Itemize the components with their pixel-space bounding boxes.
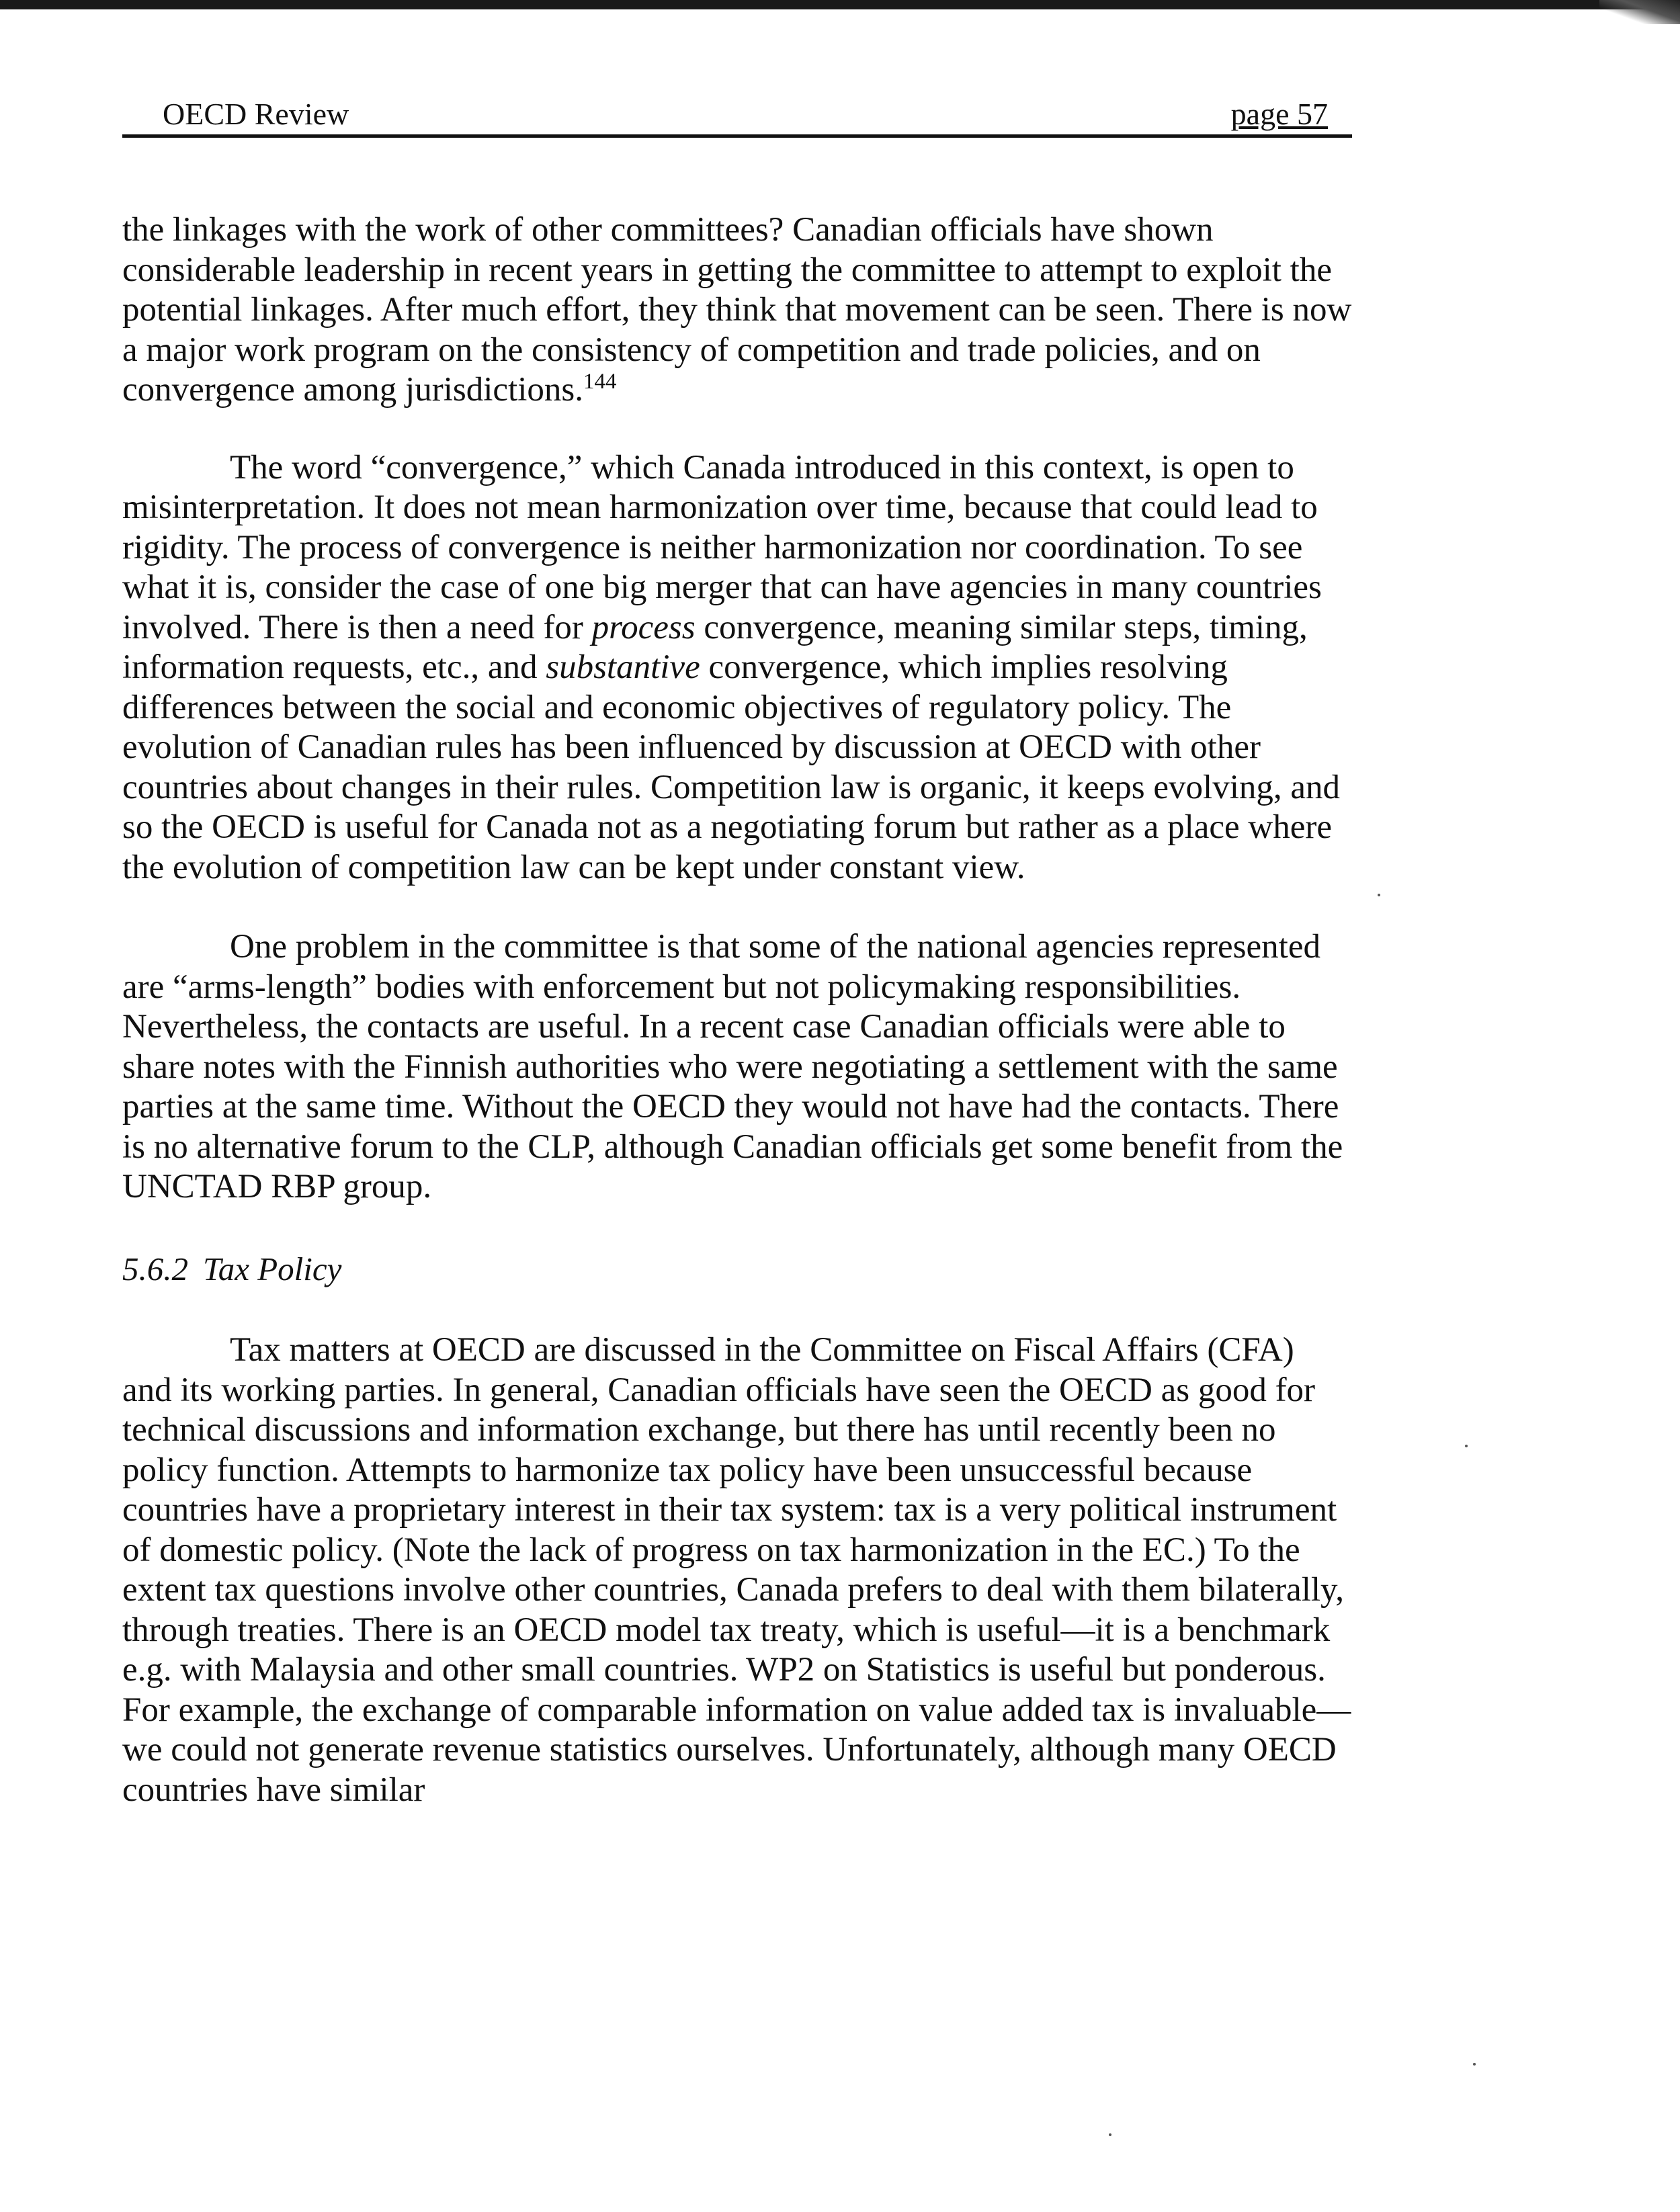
footnote-marker: 144 [583, 370, 617, 394]
scan-speck [1109, 2133, 1111, 2136]
paragraph-convergence [122, 448, 1352, 888]
scan-page-corner [1599, 0, 1680, 24]
header-title: OECD Review [163, 97, 349, 131]
paragraph-text-part: The word “convergence,” which Canada introduced in this context, is open to misinterpretation. It does not mean harmonization over time, because that could lead to rigidity. The process of convergence is neither harmonization nor coordination. To see what it is, consider the case of one big merger that can have agencies in many countries involved. There is then a need for [122, 448, 1322, 646]
running-header [122, 87, 1352, 138]
paragraph-text-part: convergence, meaning similar steps, timing, information requests, etc., and [122, 608, 1308, 686]
section-heading [122, 1249, 1352, 1289]
section-title: Tax Policy [203, 1250, 342, 1287]
paragraph-text: Tax matters at OECD are discussed in the Committee on Fiscal Affairs (CFA) and its working parties. In general, Canadian officials have seen the OECD as good for technical discussions and information exchange, but there has until recently been no policy function. Attempts to harmonize tax policy have been unsuccessful because countries have a proprietary interest in their tax system: tax is a very political instrument of domestic policy. (Note the lack of progress on tax harmonization in the EC.) To the extent tax questions involve other countries, Canada prefers to deal with them bilaterally, through treaties. There is an OECD model tax treaty, which is useful—it is a benchmark e.g. with Malaysia and other small countries. WP2 on Statistics is useful but ponderous. For example, the exchange of comparable information on value added tax is invaluable—we could not generate revenue statistics ourselves. Unfortunately, although many OECD countries have similar [122, 1331, 1351, 1809]
paragraph-tax-matters [122, 1330, 1352, 1810]
document-page [122, 87, 1352, 1850]
paragraph-committee-problem [122, 927, 1352, 1207]
scan-speck [1378, 894, 1380, 896]
scan-speck [1465, 1445, 1468, 1447]
body-text [122, 210, 1352, 1810]
section-number: 5.6.2 [122, 1250, 188, 1287]
paragraph-text-part: convergence, which implies resolving differences between the social and economic objectives of regulatory policy. The evolution of Canadian rules has been influenced by discussion at OECD with other countries about changes in their rules. Competition law is organic, it keeps evolving, and so the OECD is useful for Canada not as a negotiating forum but rather as a place where the evolution of competition law can be kept under constant view. [122, 648, 1340, 886]
paragraph-text: the linkages with the work of other committees? Canadian officials have shown considerable leadership in recent years in getting the committee to attempt to exploit the potential linkages. After much effort, they think that movement can be seen. There is now a major work program on the consistency of competition and trade policies, and on convergence among jurisdictions. [122, 211, 1352, 409]
emphasis-substantive: substantive [546, 648, 700, 686]
emphasis-process: process [591, 608, 696, 646]
paragraph-continued [122, 210, 1352, 411]
scan-border-top [0, 0, 1680, 9]
paragraph-text: One problem in the committee is that some of the national agencies represented are “arms-length” bodies with enforcement but not policymaking responsibilities. Nevertheless, the contacts are useful. In a recent case Canadian officials were able to share notes with the Finnish authorities who were negotiating a settlement with the same parties at the same time. Without the OECD they would not have had the contacts. There is no alternative forum to the CLP, although Canadian officials get some benefit from the UNCTAD RBP group. [122, 928, 1343, 1205]
page-number: page 57 [1230, 97, 1328, 131]
scan-speck [1473, 2063, 1476, 2066]
